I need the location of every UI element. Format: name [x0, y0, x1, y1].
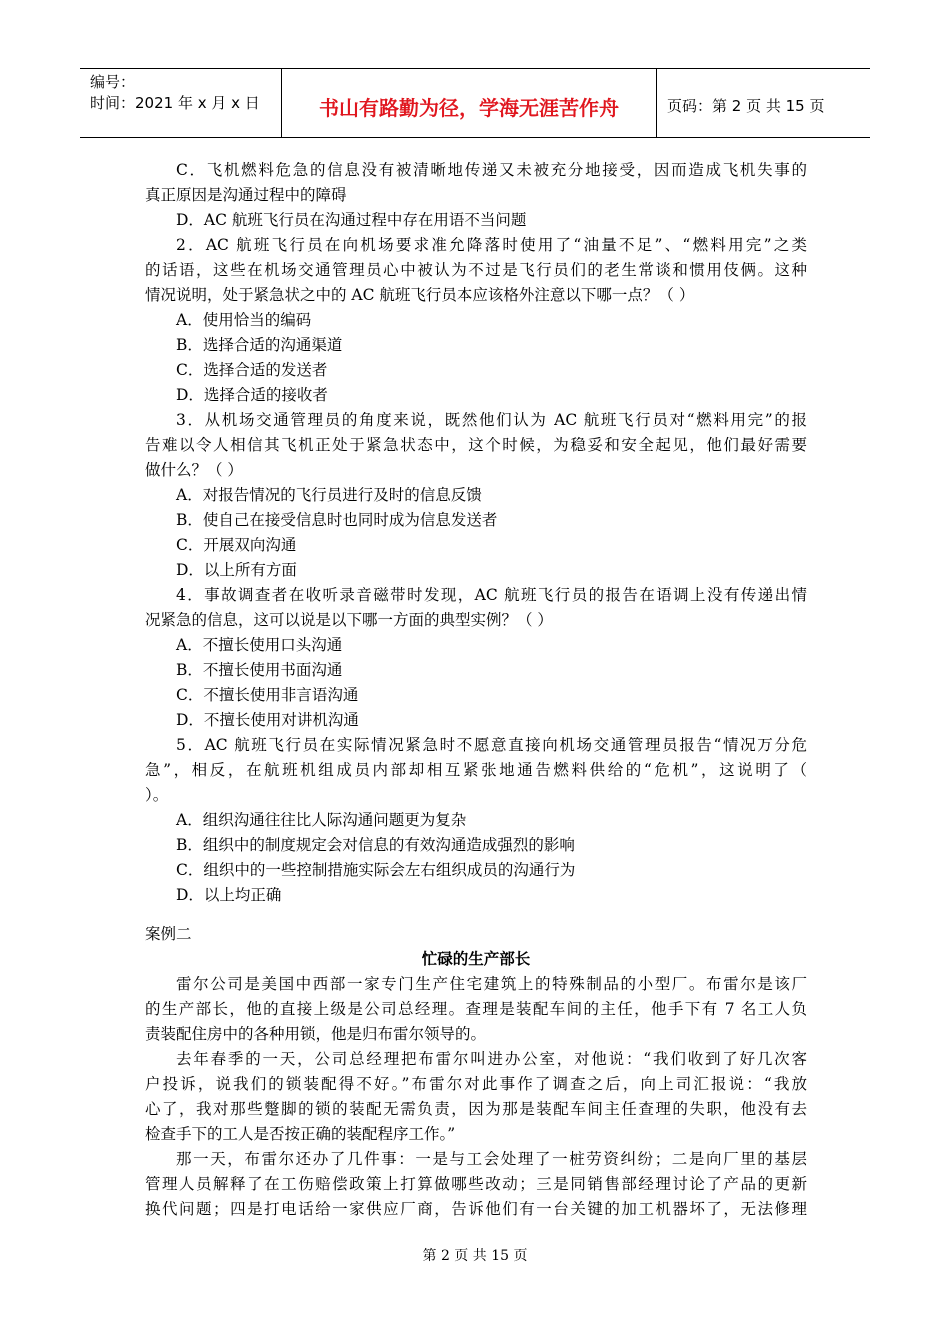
text-line: 告难以令人相信其飞机正处于紧急状态中，这个时候，为稳妥和安全起见，他们最好需要 — [145, 436, 807, 454]
text-line: 急”，相反，在航班机组成员内部却相互紧张地通告燃料供给的“危机”，这说明了（ — [145, 761, 807, 779]
text-line: D．AC 航班飞行员在沟通过程中存在用语不当问题 — [176, 211, 527, 229]
case-title: 忙碌的生产部长 — [421, 950, 531, 968]
document-date-label: 时间：2021 年 x 月 x 日 — [90, 94, 260, 112]
paragraph-line: 管理人员解释了在工伤赔偿政策上打算做哪些改动；三是同销售部经理讨论了产品的更新 — [145, 1175, 807, 1193]
question-3-text: 3．从机场交通管理员的角度来说，既然他们认为 AC 航班飞行员对“燃料用完”的报 — [176, 411, 807, 429]
paragraph-line: 雷尔公司是美国中西部一家专门生产住宅建筑上的特殊制品的小型厂。布雷尔是该厂 — [176, 975, 807, 993]
option-d: D．选择合适的接收者 — [176, 386, 328, 404]
document-number-label: 编号： — [90, 73, 136, 91]
text-line: 情况说明，处于紧急状之中的 AC 航班飞行员本应该格外注意以下哪一点？（ ） — [145, 286, 695, 304]
page-header — [80, 68, 870, 138]
header-page-cell — [657, 69, 870, 137]
section-gap — [145, 908, 807, 922]
option-d: D．以上均正确 — [176, 886, 282, 904]
option-a: A．使用恰当的编码 — [176, 311, 312, 329]
paragraph-line: 那一天，布雷尔还办了几件事：一是与工会处理了一桩劳资纠纷；二是向厂里的基层 — [176, 1150, 807, 1168]
page-footer: 第 2 页 共 15 页 — [422, 1248, 528, 1264]
option-c: C．组织中的一些控制措施实际会左右组织成员的沟通行为 — [176, 861, 576, 879]
option-a: A．组织沟通往往比人际沟通问题更为复杂 — [176, 811, 467, 829]
option-a: A．对报告情况的飞行员进行及时的信息反馈 — [176, 486, 482, 504]
option-d: D．不擅长使用对讲机沟通 — [176, 711, 359, 729]
paragraph-line: 的生产部长，他的直接上级是公司总经理。查理是装配车间的主任，他手下有 7 名工人负 — [145, 1000, 807, 1018]
option-c: C．开展双向沟通 — [176, 536, 297, 554]
text-line: C．飞机燃料危急的信息没有被清晰地传递又未被充分地接受，因而造成飞机失事的 — [176, 161, 807, 179]
header-motto: 书山有路勤为径，学海无涯苦作舟 — [319, 96, 619, 120]
text-line: 真正原因是沟通过程中的障碍 — [145, 186, 347, 204]
paragraph-line: 检查手下的工人是否按正确的装配程序工作。” — [145, 1125, 456, 1143]
header-page-info: 页码：第 2 页 共 15 页 — [667, 97, 825, 115]
option-b: B．不擅长使用书面沟通 — [176, 661, 343, 679]
paragraph-line: 心了，我对那些蹩脚的锁的装配无需负责，因为那是装配车间主任查理的失职，他没有去 — [145, 1100, 807, 1118]
paragraph-line: 去年春季的一天，公司总经理把布雷尔叫进办公室，对他说：“我们收到了好几次客 — [176, 1050, 807, 1068]
text-line: 况紧急的信息，这可以说是以下哪一方面的典型实例？（ ） — [145, 611, 553, 629]
option-d: D．以上所有方面 — [176, 561, 297, 579]
question-4-text: 4．事故调查者在收听录音磁带时发现，AC 航班飞行员的报告在语调上没有传递出情 — [176, 586, 807, 604]
option-c: C．选择合适的发送者 — [176, 361, 328, 379]
paragraph-line: 户投诉，说我们的锁装配得不好。”布雷尔对此事作了调查之后，向上司汇报说：“我放 — [145, 1075, 807, 1093]
question-5-text: 5．AC 航班飞行员在实际情况紧急时不愿意直接向机场交通管理员报告“情况万分危 — [176, 736, 807, 754]
text-line: 的话语，这些在机场交通管理员心中被认为不过是飞行员们的老生常谈和惯用伎俩。这种 — [145, 261, 807, 279]
question-2-text: 2．AC 航班飞行员在向机场要求准允降落时使用了“油量不足”、“燃料用完”之类 — [176, 236, 807, 254]
option-b: B．选择合适的沟通渠道 — [176, 336, 343, 354]
header-motto-cell — [282, 69, 657, 137]
option-a: A．不擅长使用口头沟通 — [176, 636, 343, 654]
document-body — [145, 158, 807, 1222]
header-info-cell — [80, 69, 282, 137]
text-line: 做什么？（ ） — [145, 461, 243, 479]
option-b: B．使自己在接受信息时也同时成为信息发送者 — [176, 511, 498, 529]
option-c: C．不擅长使用非言语沟通 — [176, 686, 359, 704]
text-line: ）。 — [145, 786, 169, 804]
option-b: B．组织中的制度规定会对信息的有效沟通造成强烈的影响 — [176, 836, 575, 854]
paragraph-line: 换代问题；四是打电话给一家供应厂商，告诉他们有一台关键的加工机器坏了，无法修理 — [145, 1200, 807, 1218]
case-heading: 案例二 — [145, 925, 192, 943]
paragraph-line: 责装配住房中的各种用锁，他是归布雷尔领导的。 — [145, 1025, 487, 1043]
